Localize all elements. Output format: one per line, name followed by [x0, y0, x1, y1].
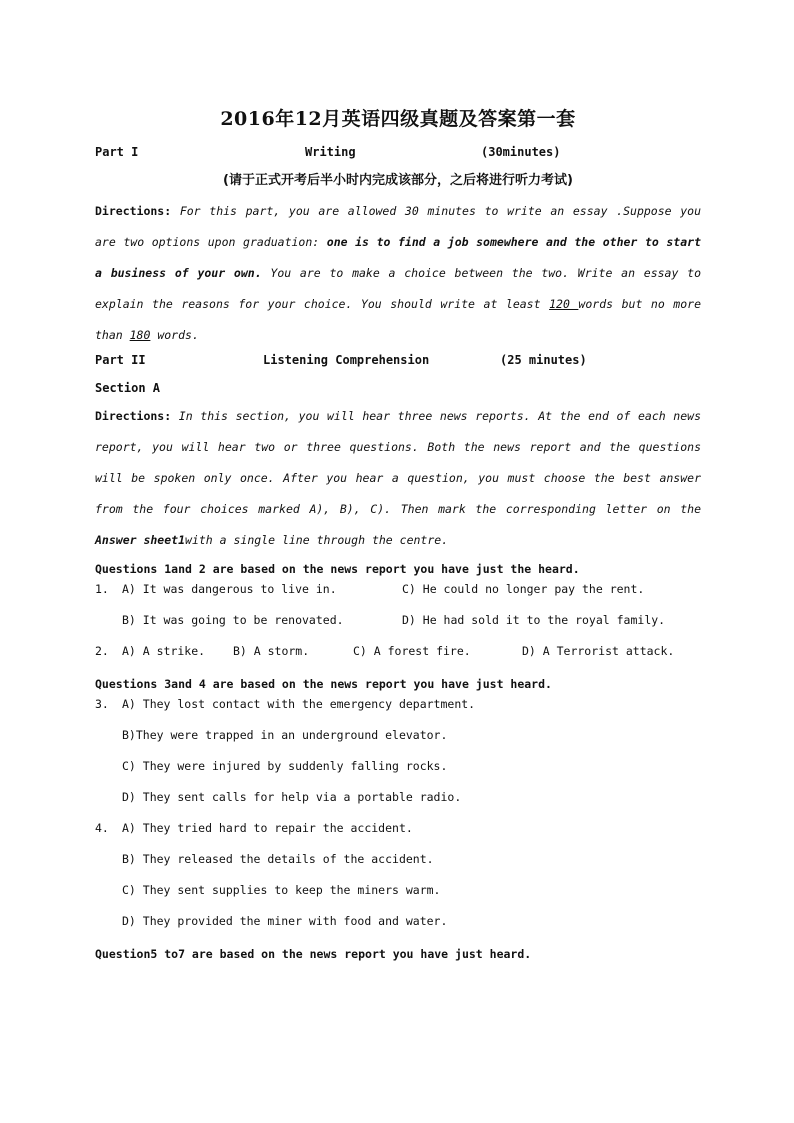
question-1-row2	[95, 613, 701, 644]
directions-text: For this part, you are allowed 30 minutes to write an essay .Suppose you are two options upon graduation:	[95, 204, 701, 249]
option-a: A) It was dangerous to live in.	[122, 582, 337, 596]
answer-sheet-label: Answer sheet1	[95, 533, 186, 547]
part2-name: Listening Comprehension	[263, 353, 430, 367]
option-b: B)They were trapped in an underground elevator.	[122, 728, 448, 742]
option-b: B) They released the details of the accident.	[122, 852, 434, 866]
question-4	[95, 821, 701, 852]
exam-note: (请于正式开考后半小时内完成该部分，之后将进行听力考试)	[223, 173, 573, 188]
question-3-row4	[95, 790, 701, 821]
max-words: 180	[129, 328, 151, 342]
question-2	[95, 644, 701, 675]
part1-label: Part I	[95, 145, 139, 159]
option-a: A) They tried hard to repair the accident.	[122, 821, 413, 835]
page-title: 2016年12月英语四级真题及答案第一套	[220, 108, 576, 130]
option-c: C) They were injured by suddenly falling rocks.	[122, 759, 448, 773]
question-4-row3	[95, 883, 701, 914]
option-d: D) A Terrorist attack.	[522, 644, 675, 658]
part1-time: (30minutes)	[481, 145, 561, 159]
part1-name: Writing	[305, 145, 356, 159]
question-1	[95, 582, 701, 613]
directions-text: words.	[150, 328, 199, 342]
option-d: D) They provided the miner with food and water.	[122, 914, 448, 928]
part2-time: (25 minutes)	[500, 353, 587, 367]
question-3-row3	[95, 759, 701, 790]
directions-text: In this section, you will hear three news reports. At the end of each news report, you will hear two or three questions. Both the news report and the questions will be spoken only once. After you hear a question, you must choose the best answer from the four choices marked A), B), C). Then mark the corresponding letter on the	[95, 409, 701, 516]
directions-lead: Directions:	[95, 204, 172, 218]
directions-text: You are to make a choice between the two. Write an essay to explain the reasons for your choice. You should write at least	[95, 266, 701, 311]
question-4-row4	[95, 914, 701, 945]
directions-text: with a single line through the centre.	[185, 533, 449, 547]
question-group-header: Questions 1and 2 are based on the news report you have just the heard.	[95, 562, 580, 576]
question-number: 2.	[95, 644, 109, 658]
listening-directions	[95, 401, 701, 556]
min-words: 120	[549, 297, 579, 311]
question-number: 1.	[95, 582, 109, 596]
part1-heading	[95, 145, 701, 165]
option-d: D) They sent calls for help via a portable radio.	[122, 790, 462, 804]
option-a: A) A strike.	[122, 644, 206, 658]
question-4-row2	[95, 852, 701, 883]
question-group-header: Question5 to7 are based on the news report you have just heard.	[95, 947, 532, 961]
question-number: 3.	[95, 697, 109, 711]
question-3-row2	[95, 728, 701, 759]
part2-label: Part II	[95, 353, 146, 367]
directions-text: words but no more than	[95, 297, 702, 342]
option-d: D) He had sold it to the royal family.	[402, 613, 666, 627]
option-b: B) A storm.	[233, 644, 310, 658]
option-a: A) They lost contact with the emergency department.	[122, 697, 476, 711]
directions-emphasis: one is to find a job somewhere and the other to start a business of your own.	[95, 235, 701, 280]
question-number: 4.	[95, 821, 109, 835]
section-heading: Section A	[95, 381, 161, 395]
option-c: C) He could no longer pay the rent.	[402, 582, 645, 596]
directions-lead: Directions:	[95, 409, 172, 423]
option-c: C) They sent supplies to keep the miners warm.	[122, 883, 441, 897]
option-c: C) A forest fire.	[353, 644, 471, 658]
writing-directions	[95, 196, 701, 351]
option-b: B) It was going to be renovated.	[122, 613, 344, 627]
question-group-header: Questions 3and 4 are based on the news report you have just heard.	[95, 677, 552, 691]
part2-heading	[95, 353, 701, 373]
exam-page	[95, 100, 701, 967]
question-3	[95, 697, 701, 728]
